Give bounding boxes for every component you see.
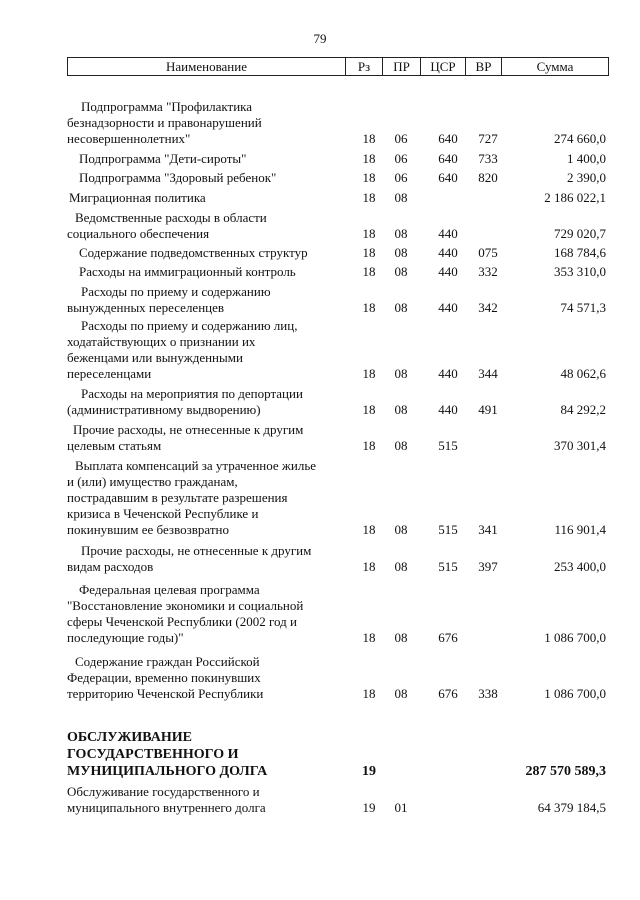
- row-name-line: безнадзорности и правонарушений: [67, 115, 262, 130]
- row-csr: 676: [438, 630, 458, 645]
- row-rz: 18: [362, 522, 376, 537]
- header-pr: ПР: [383, 58, 421, 75]
- table-row: [0, 543, 640, 575]
- table-row: [0, 245, 640, 261]
- row-csr: 440: [438, 402, 458, 417]
- row-sum: 1 400,0: [567, 151, 606, 166]
- row-sum: 1 086 700,0: [544, 630, 606, 645]
- row-name-line: территорию Чеченской Республики: [67, 686, 264, 701]
- row-vr: 338: [478, 686, 498, 701]
- row-rz: 18: [362, 151, 376, 166]
- row-vr: 075: [478, 245, 498, 260]
- row-name: [67, 654, 347, 702]
- table-row: [0, 422, 640, 454]
- row-sum: 116 901,4: [554, 522, 606, 537]
- table-row: [0, 318, 640, 382]
- row-name-line: муниципального внутреннего долга: [67, 800, 266, 815]
- table-row: [0, 170, 640, 186]
- row-sum: 287 570 589,3: [525, 764, 606, 779]
- row-name: [67, 422, 347, 454]
- row-rz: 18: [362, 366, 376, 381]
- row-rz: 18: [362, 630, 376, 645]
- row-name: [67, 784, 347, 816]
- row-sum: 2 186 022,1: [544, 190, 606, 205]
- table-row: [0, 190, 640, 206]
- row-csr: 676: [438, 686, 458, 701]
- row-rz: 18: [362, 559, 376, 574]
- row-rz: 18: [362, 438, 376, 453]
- row-pr: 08: [394, 438, 408, 453]
- row-name-line: Расходы по приему и содержанию: [81, 284, 271, 299]
- row-name: [67, 151, 347, 167]
- row-csr: 515: [438, 559, 458, 574]
- row-sum: 370 301,4: [554, 438, 606, 453]
- row-csr: 640: [438, 151, 458, 166]
- row-name-line: Расходы по приему и содержанию лиц,: [81, 318, 298, 333]
- row-sum: 2 390,0: [567, 170, 606, 185]
- row-name-line: Подпрограмма "Дети-сироты": [79, 151, 247, 166]
- row-pr: 08: [394, 686, 408, 701]
- row-name: [67, 458, 347, 538]
- row-vr: 491: [478, 402, 498, 417]
- header-name: Наименование: [68, 58, 346, 75]
- row-sum: 274 660,0: [554, 131, 606, 146]
- row-name-line: ОБСЛУЖИВАНИЕ: [67, 730, 192, 745]
- row-name-line: Обслуживание государственного и: [67, 784, 260, 799]
- row-csr: 440: [438, 245, 458, 260]
- row-pr: 08: [394, 245, 408, 260]
- row-pr: 08: [394, 190, 408, 205]
- row-name-line: Федерации, временно покинувших: [67, 670, 261, 685]
- header-sum: Сумма: [536, 58, 574, 74]
- table-row: [0, 458, 640, 538]
- row-pr: 08: [394, 522, 408, 537]
- row-pr: 08: [394, 559, 408, 574]
- row-rz: 19: [362, 800, 376, 815]
- row-name-line: Миграционная политика: [69, 190, 206, 205]
- row-pr: 01: [394, 800, 408, 815]
- table-row: [0, 582, 640, 646]
- table-row: [0, 284, 640, 316]
- row-name-line: Прочие расходы, не отнесенные к другим: [81, 543, 312, 558]
- row-pr: 06: [394, 170, 408, 185]
- row-vr: 820: [478, 170, 498, 185]
- row-rz: 18: [362, 131, 376, 146]
- row-csr: 440: [438, 226, 458, 241]
- row-name-line: беженцами или вынужденными: [67, 350, 243, 365]
- row-name-line: Выплата компенсаций за утраченное жилье: [75, 458, 317, 473]
- row-sum: 729 020,7: [554, 226, 606, 241]
- row-pr: 08: [394, 264, 408, 279]
- row-pr: 08: [394, 366, 408, 381]
- row-sum: 168 784,6: [554, 245, 606, 260]
- row-name-line: Подпрограмма "Профилактика: [81, 99, 253, 114]
- table-row: [0, 99, 640, 147]
- row-csr: 515: [438, 522, 458, 537]
- row-name-line: покинувшим ее безвозвратно: [67, 522, 229, 537]
- row-name-line: последующие годы)": [67, 630, 184, 645]
- row-name: [67, 210, 347, 242]
- row-name-line: ГОСУДАРСТВЕННОГО И: [67, 747, 239, 762]
- row-name-line: Федеральная целевая программа: [79, 582, 260, 597]
- row-name: [67, 582, 347, 646]
- header-vr: ВР: [466, 58, 502, 75]
- row-pr: 08: [394, 630, 408, 645]
- row-name-line: вынужденных переселенцев: [67, 300, 225, 315]
- row-csr: 640: [438, 131, 458, 146]
- row-vr: 341: [478, 522, 498, 537]
- row-pr: 08: [394, 226, 408, 241]
- row-pr: 06: [394, 131, 408, 146]
- row-name: [67, 170, 347, 186]
- row-rz: 18: [362, 190, 376, 205]
- row-name-line: Подпрограмма "Здоровый ребенок": [79, 170, 277, 185]
- row-name-line: ходатайствующих о признании их: [67, 334, 256, 349]
- row-name-line: кризиса в Чеченской Республике и: [67, 506, 259, 521]
- row-name-line: видам расходов: [67, 559, 154, 574]
- row-name: [67, 245, 347, 261]
- row-rz: 18: [362, 245, 376, 260]
- row-vr: 332: [478, 264, 498, 279]
- row-name: [67, 99, 347, 147]
- table-header: [67, 57, 609, 76]
- row-csr: 440: [438, 366, 458, 381]
- row-rz: 18: [362, 264, 376, 279]
- row-name-line: переселенцами: [67, 366, 152, 381]
- row-name: [67, 284, 347, 316]
- row-csr: 440: [438, 264, 458, 279]
- row-name: [67, 543, 347, 575]
- row-rz: 18: [362, 402, 376, 417]
- row-name-line: "Восстановление экономики и социальной: [67, 598, 304, 613]
- row-name-line: Прочие расходы, не отнесенные к другим: [73, 422, 304, 437]
- row-name-line: социального обеспечения: [67, 226, 210, 241]
- row-rz: 18: [362, 170, 376, 185]
- row-sum: 1 086 700,0: [544, 686, 606, 701]
- row-rz: 19: [362, 764, 376, 779]
- row-name-line: несовершеннолетних": [67, 131, 191, 146]
- row-csr: 640: [438, 170, 458, 185]
- row-name-line: Ведомственные расходы в области: [75, 210, 267, 225]
- row-pr: 08: [394, 402, 408, 417]
- row-vr: 342: [478, 300, 498, 315]
- row-name-line: (административному выдворению): [67, 402, 261, 417]
- row-sum: 253 400,0: [554, 559, 606, 574]
- row-name-line: целевым статьям: [67, 438, 162, 453]
- row-name-line: Содержание подведомственных структур: [79, 245, 308, 260]
- row-name-line: пострадавшим в результате разрешения: [67, 490, 288, 505]
- table-row: [0, 264, 640, 280]
- table-row: [0, 784, 640, 816]
- row-vr: 344: [478, 366, 498, 381]
- row-name-line: Содержание граждан Российской: [75, 654, 260, 669]
- row-csr: 440: [438, 300, 458, 315]
- row-vr: 727: [478, 131, 498, 146]
- table-row: [0, 654, 640, 702]
- row-name: [67, 190, 347, 206]
- table-row: [0, 151, 640, 167]
- row-sum: 84 292,2: [560, 402, 606, 417]
- table-row: [0, 386, 640, 418]
- row-vr: 733: [478, 151, 498, 166]
- row-name-line: Расходы на мероприятия по депортации: [81, 386, 303, 401]
- row-name-line: МУНИЦИПАЛЬНОГО ДОЛГА: [67, 764, 268, 779]
- row-name: [67, 264, 347, 280]
- row-sum: 64 379 184,5: [537, 800, 606, 815]
- row-name: [67, 729, 347, 780]
- header-csr: ЦСР: [421, 58, 466, 75]
- row-sum: 48 062,6: [560, 366, 606, 381]
- row-name: [67, 386, 347, 418]
- row-name-line: сферы Чеченской Республики (2002 год и: [67, 614, 297, 629]
- table-row: [0, 210, 640, 242]
- row-rz: 18: [362, 226, 376, 241]
- row-rz: 18: [362, 300, 376, 315]
- row-sum: 353 310,0: [554, 264, 606, 279]
- row-sum: 74 571,3: [560, 300, 606, 315]
- row-pr: 08: [394, 300, 408, 315]
- table-row: [0, 729, 640, 780]
- row-pr: 06: [394, 151, 408, 166]
- row-rz: 18: [362, 686, 376, 701]
- row-csr: 515: [438, 438, 458, 453]
- row-name-line: Расходы на иммиграционный контроль: [79, 264, 296, 279]
- row-name: [67, 318, 347, 382]
- page-number: 79: [313, 31, 327, 46]
- row-name-line: и (или) имущество гражданам,: [67, 474, 238, 489]
- header-rz: Рз: [346, 58, 383, 75]
- row-vr: 397: [478, 559, 498, 574]
